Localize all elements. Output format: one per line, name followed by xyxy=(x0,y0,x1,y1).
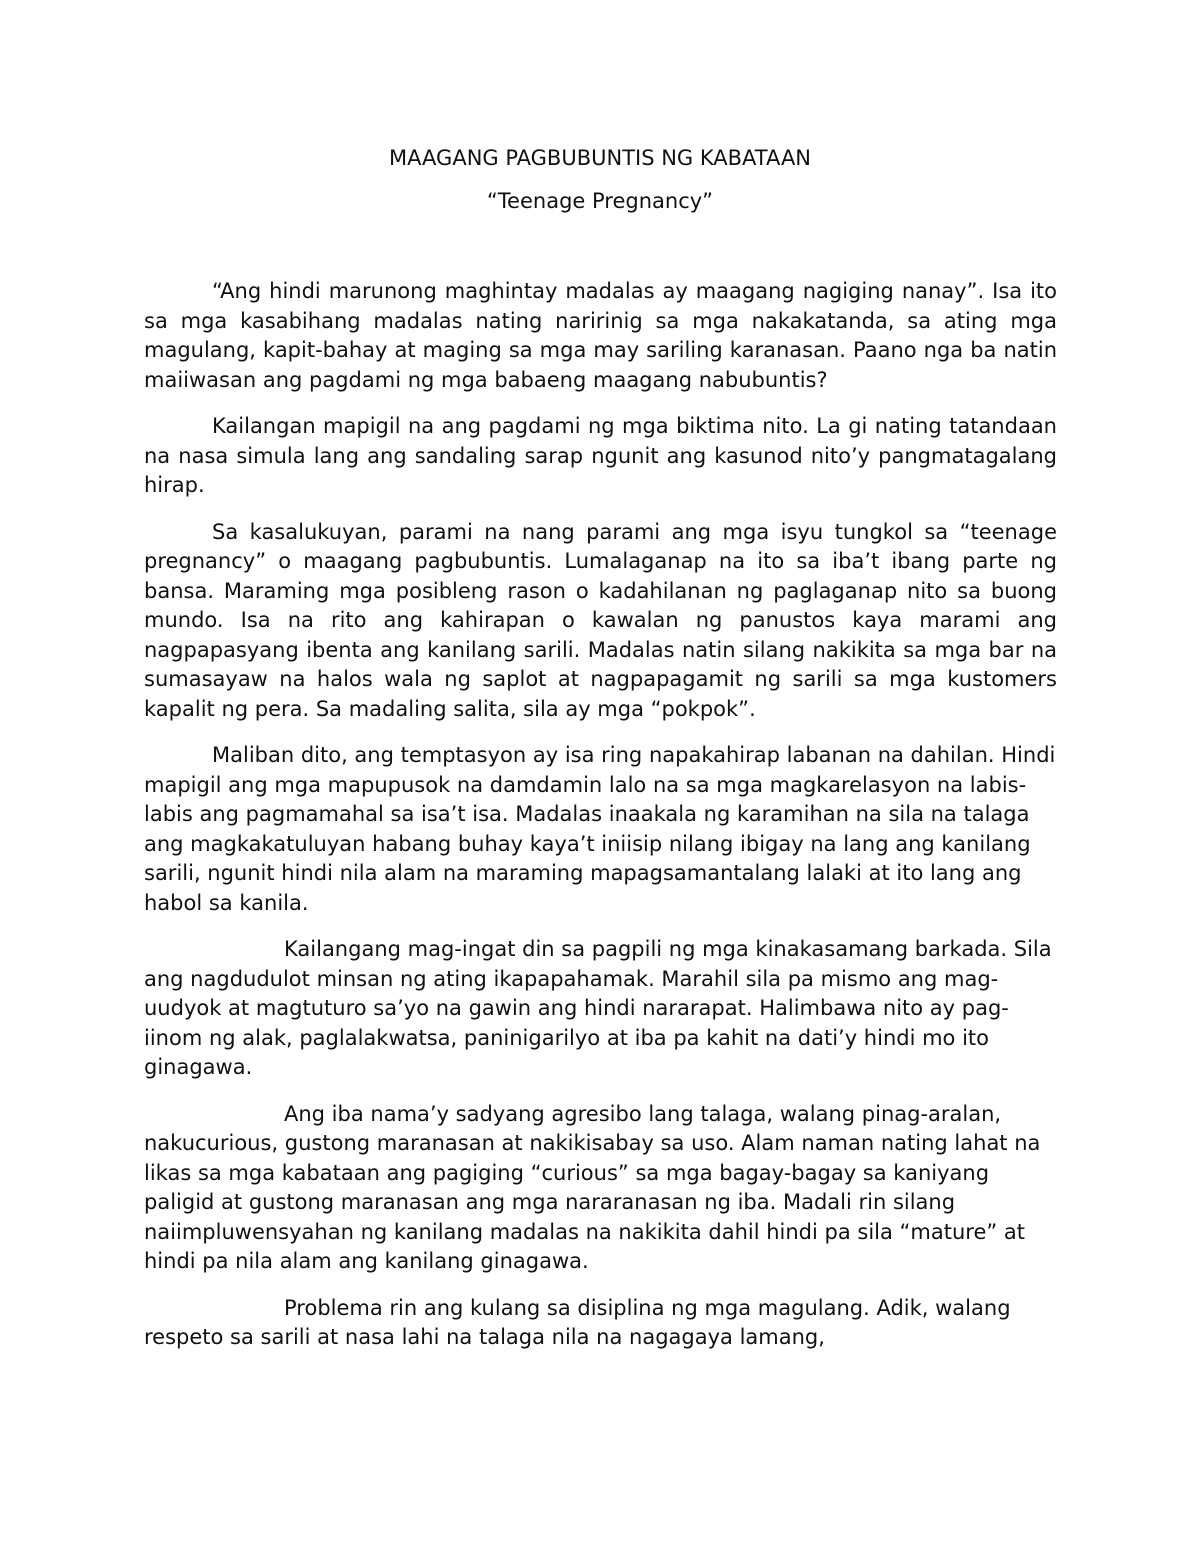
document-title: MAAGANG PAGBUBUNTIS NG KABATAAN xyxy=(388,146,812,170)
paragraph-6: Ang iba nama’y sadyang agresibo lang talaga, walang pinag-aralan, nakucurious, gustong maranasan at nakikisabay sa uso. Alam naman nating lahat na likas sa mga kabataan ang pagiging “curious” sa mga bagay-bagay sa kaniyang paligid at gustong maranasan ang mga nararanasan ng iba. Madali rin silang naiimpluwensyahan ng kanilang madalas na nakikita dahil hindi pa sila “mature” at hindi pa nila alam ang kanilang ginagawa. xyxy=(144,1101,1041,1273)
paragraph-1: “Ang hindi marunong maghintay madalas ay maagang nagiging nanay”. Isa ito sa mga kasabihang madalas nating naririnig sa mga nakakatanda, sa ating mga magulang, kapit-bahay at maging sa mga may sariling karanasan. Paano nga ba natin maiiwasan ang pagdami ng mga babaeng maagang nabubuntis? xyxy=(144,279,1057,392)
document-subtitle: “Teenage Pregnancy” xyxy=(486,189,714,213)
paragraph-4: Maliban dito, ang temptasyon ay isa ring napakahirap labanan na dahilan. Hindi mapigil ang mga mapupusok na damdamin lalo na sa mga magkarelasyon na labis-labis ang pagmamahal sa isa’t isa. Madalas inaakala ng karamihan na sila na talaga ang magkakatuluyan habang buhay kaya’t iniisip nilang ibigay na lang ang kanilang sarili, ngunit hindi nila alam na maraming mapagsamantalang lalaki at ito lang ang habol sa kanila. xyxy=(144,743,1056,915)
paragraph-3: Sa kasalukuyan, parami na nang parami ang mga isyu tungkol sa “teenage pregnancy” o maagang pagbubuntis. Lumalaganap na ito sa iba’t ibang parte ng bansa. Maraming mga posibleng rason o kadahilanan ng paglaganap nito sa buong mundo. Isa na rito ang kahirapan o kawalan ng panustos kaya marami ang nagpapasyang ibenta ang kanilang sarili. Madalas natin silang nakikita sa mga bar na sumasayaw na halos wala ng saplot at nagpapagamit ng sarili sa mga kustomers kapalit ng pera. Sa madaling salita, sila ay mga “pokpok”. xyxy=(144,519,1057,721)
paragraph-2: Kailangan mapigil na ang pagdami ng mga biktima nito. La gi nating tatandaan na nasa simula lang ang sandaling sarap ngunit ang kasunod nito’y pangmatagalang hirap. xyxy=(144,414,1057,497)
document-body xyxy=(144,277,1057,1370)
paragraph-5: Kailangang mag-ingat din sa pagpili ng mga kinakasamang barkada. Sila ang nagdudulot minsan ng ating ikapapahamak. Marahil sila pa mismo ang mag-uudyok at magtuturo sa’yo na gawin ang hindi nararapat. Halimbawa nito ay pag-iinom ng alak, paglalakwatsa, paninigarilyo at iba pa kahit na dati’y hindi mo ito ginagawa. xyxy=(144,937,1052,1079)
paragraph-7: Problema rin ang kulang sa disiplina ng mga magulang. Adik, walang respeto sa sarili at nasa lahi na talaga nila na nagagaya lamang, xyxy=(144,1295,1011,1349)
